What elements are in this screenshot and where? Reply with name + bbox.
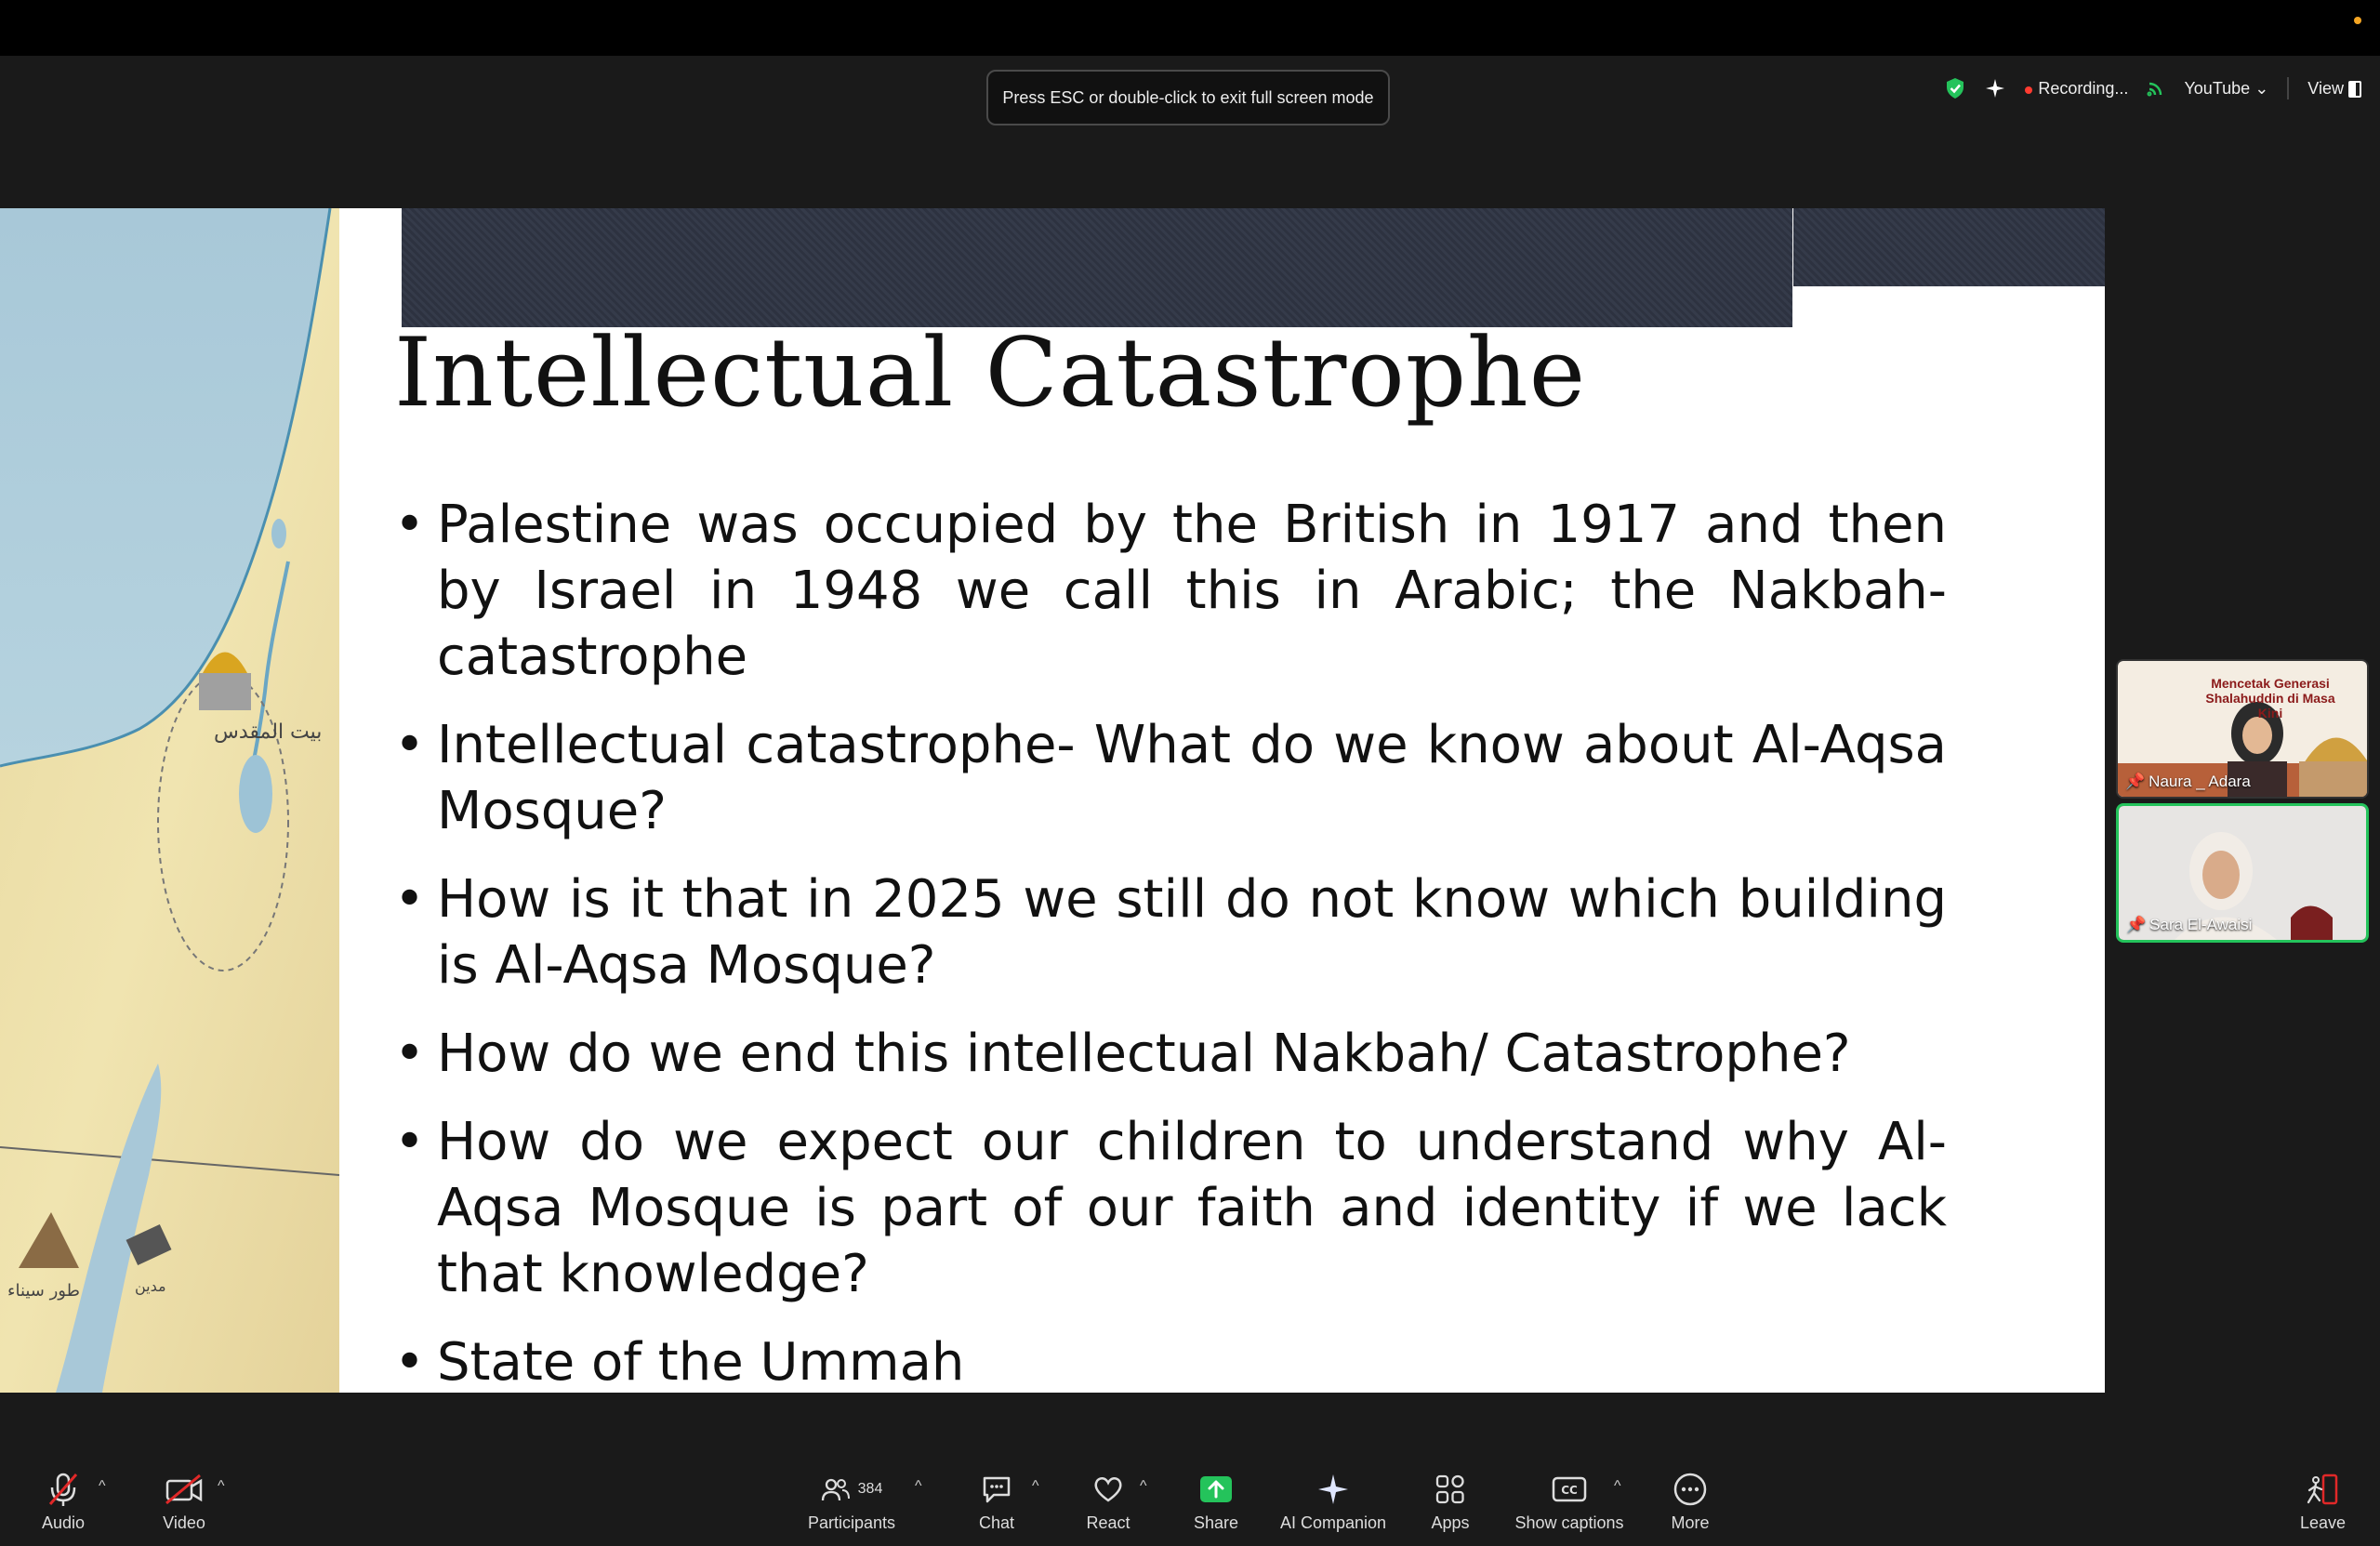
bullet-item: • How is it that in 2025 we still do not know which building is Al-Aqsa Mosque? [394,866,1947,998]
ai-companion-button[interactable] [1277,1471,1389,1533]
view-label: View [2307,78,2344,98]
divider [2287,77,2289,99]
camera-off-icon [165,1473,204,1505]
youtube-stream-menu[interactable] [2184,79,2268,99]
chat-button[interactable] [978,1471,1015,1533]
slide-header-band-right [1793,208,2105,286]
shield-check-icon[interactable] [1945,77,1965,99]
video-options-caret-icon[interactable]: ^ [218,1478,225,1494]
leave-door-icon [2305,1473,2340,1506]
live-stream-icon [2147,79,2165,98]
leave-button[interactable] [2300,1471,2345,1533]
recording-indicator[interactable] [2025,79,2128,99]
captions-cc-icon [1552,1475,1587,1503]
ai-companion-label: AI Companion [1279,1513,1387,1532]
participants-label: Participants [807,1513,896,1532]
participant-name [2126,916,2252,934]
mic-muted-icon [46,1471,80,1508]
participant-tile[interactable] [2116,659,2369,799]
map-label-sinai: طور سيناء [7,1281,80,1301]
participants-button[interactable] [805,1471,898,1533]
heart-icon [1091,1474,1125,1504]
participants-count: 384 [857,1481,883,1497]
participants-options-caret-icon[interactable]: ^ [915,1478,922,1494]
view-button[interactable] [2307,79,2361,99]
map-image [0,208,339,1393]
recording-label: Recording... [2038,78,2129,98]
fullscreen-banner: Press ESC or double-click to exit full screen mode [986,70,1390,126]
bullet-text: How do we expect our children to understand why Al-Aqsa Mosque is part of our faith and identity if we lack that knowledge? [437,1112,1947,1304]
bullet-text: How is it that in 2025 we still do not know which building is Al-Aqsa Mosque? [437,869,1947,996]
bullet-item: • Palestine was occupied by the British in 1917 and then by Israel in 1948 we call this in Arabic; the Nakbah- catastrophe [394,492,1947,690]
pin-icon: 📌 [2125,773,2146,790]
chat-options-caret-icon[interactable]: ^ [1032,1478,1039,1494]
participant-name-text: Sara El-Awaisi [2149,916,2253,933]
participant-tile-active-speaker[interactable] [2116,803,2369,943]
video-label: Video [163,1513,205,1532]
bullet-text: Intellectual catastrophe- What do we know about Al-Aqsa Mosque? [437,715,1947,841]
show-captions-button[interactable] [1512,1471,1627,1533]
bullet-item: • Intellectual catastrophe- What do we know about Al-Aqsa Mosque? [394,712,1947,844]
chat-icon [981,1474,1012,1504]
share-screen-icon [1198,1474,1234,1504]
participants-icon [821,1476,851,1502]
audio-options-caret-icon[interactable]: ^ [99,1478,106,1494]
slide-header-band [402,208,1792,327]
participant-name-text: Naura _ Adara [2149,773,2251,790]
show-captions-label: Show captions [1514,1513,1624,1532]
map-label-jerusalem: بيت المقدس [214,720,323,744]
map-label-madyan: مدين [135,1277,166,1295]
view-layout-icon [2348,81,2361,98]
more-dots-icon [1673,1472,1708,1507]
react-options-caret-icon[interactable]: ^ [1140,1478,1147,1494]
share-label: Share [1193,1513,1239,1532]
top-bar [0,0,2380,56]
chevron-down-icon: ⌄ [2254,78,2269,98]
bullet-item: • How do we end this intellectual Nakbah/ Catastrophe? [394,1021,1947,1087]
more-button[interactable] [1668,1471,1712,1533]
stream-label: YouTube [2184,78,2251,98]
ai-sparkle-icon [1316,1473,1350,1506]
react-label: React [1086,1513,1130,1532]
recording-dot-icon [2025,86,2032,94]
tile-banner-title: Mencetak Generasi Shalahuddin di Masa Kini [2205,676,2335,720]
participant-name [2125,773,2251,791]
apps-button[interactable] [1428,1471,1473,1533]
bullet-text: How do we end this intellectual Nakbah/ Catastrophe? [437,1024,1851,1084]
react-button[interactable] [1084,1471,1132,1533]
slide-bullets [394,492,1947,1393]
video-button[interactable] [158,1471,210,1533]
bullet-text: State of the Ummah [437,1332,965,1393]
meeting-status [1945,74,2361,102]
audio-button[interactable] [37,1471,89,1533]
chat-label: Chat [978,1513,1015,1532]
shared-slide [0,208,2105,1393]
leave-label: Leave [2300,1513,2347,1532]
bullet-text: Palestine was occupied by the British in 1917 and then by Israel in 1948 we call this in Arabic; the Nakbah- catastrophe [437,495,1947,687]
status-dot [2354,17,2361,24]
svg-text:CC: CC [1561,1484,1578,1497]
apps-label: Apps [1431,1513,1470,1532]
ai-sparkle-icon[interactable] [1984,77,2006,99]
captions-options-caret-icon[interactable]: ^ [1614,1478,1621,1494]
share-button[interactable] [1190,1471,1242,1533]
more-label: More [1671,1513,1710,1532]
bullet-item: • State of the Ummah [394,1329,1947,1393]
pin-icon: 📌 [2126,916,2147,933]
bullet-item: • How do we expect our children to understand why Al-Aqsa Mosque is part of our faith and identity if we lack that knowledge? [394,1109,1947,1307]
audio-label: Audio [41,1513,86,1532]
apps-grid-icon [1435,1473,1466,1505]
slide-title: Intellectual Catastrophe [394,318,1587,429]
